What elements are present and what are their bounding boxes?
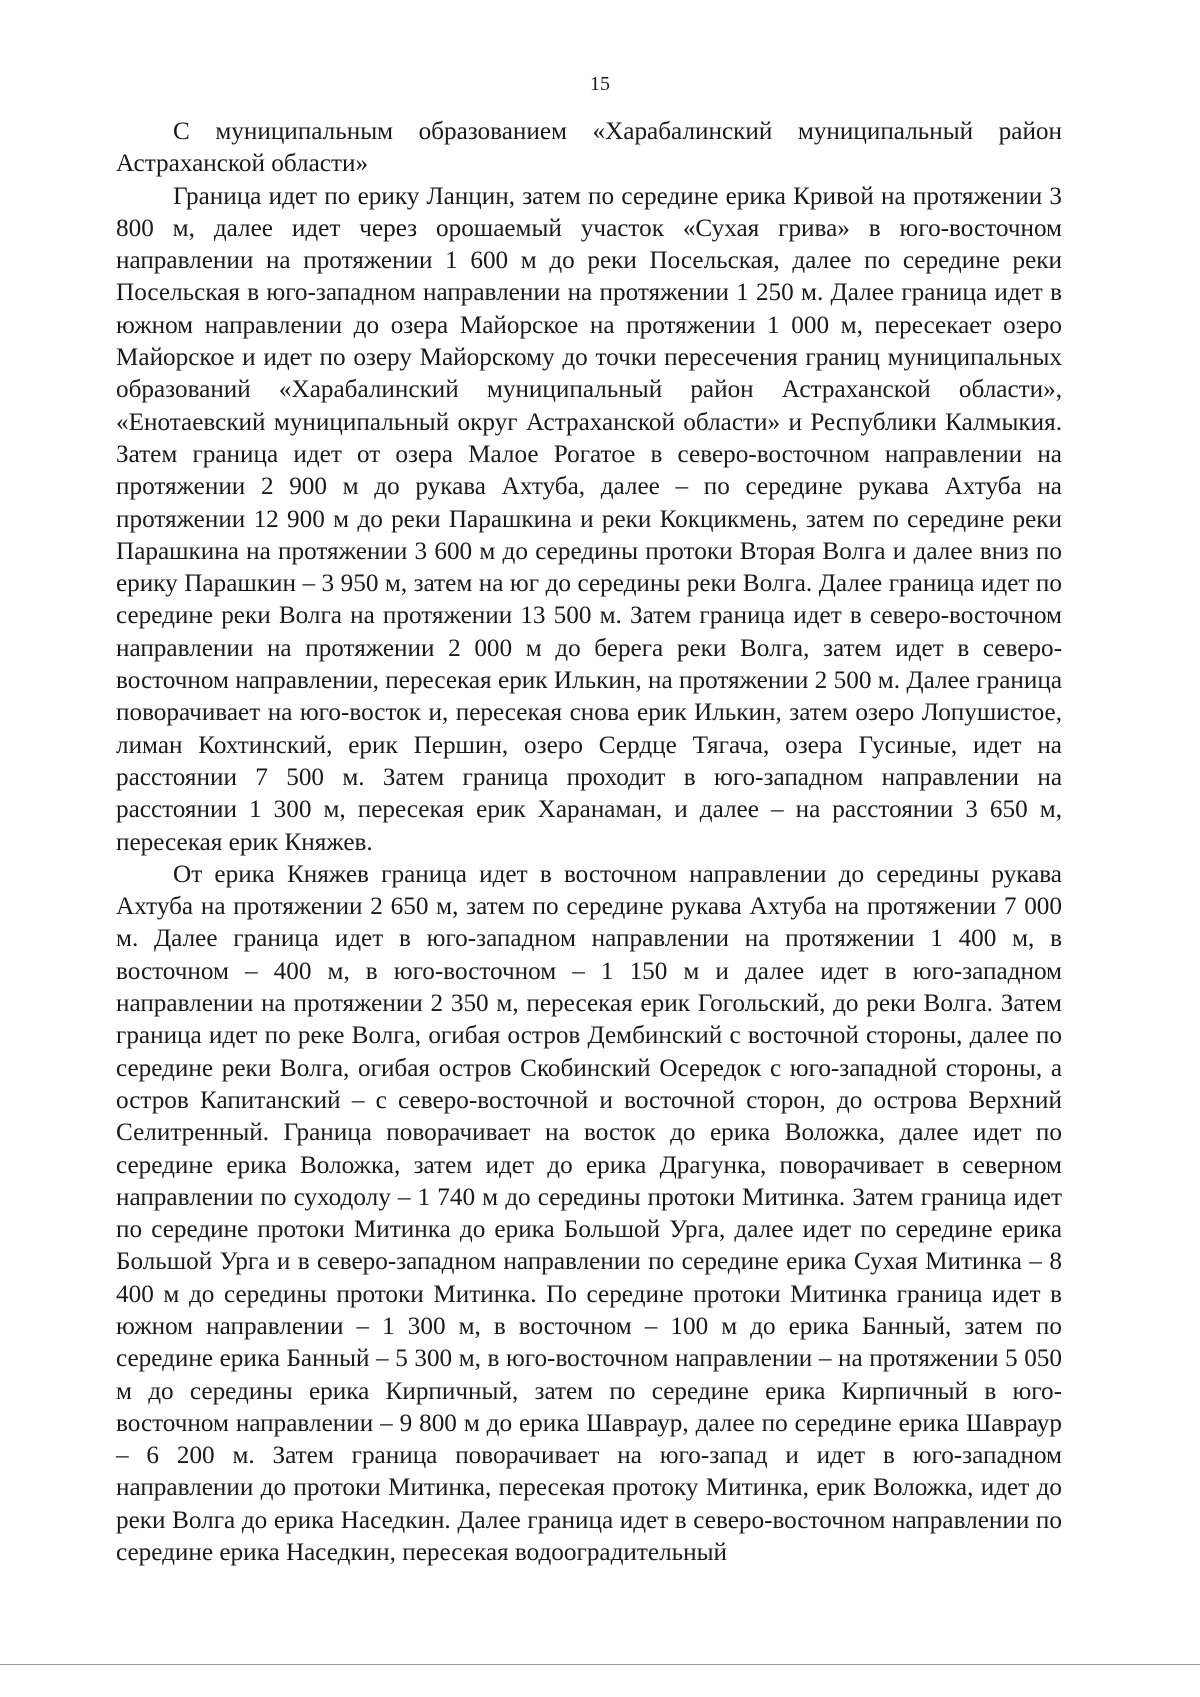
body-paragraph: От ерика Княжев граница идет в восточном направлении до середины рукава Ахтуба на протяжении 2 650 м, затем по середине рукава Ахтуба на протяжении 7 000 м. Далее граница идет в юго-западном направлении на протяжении 1 400 м, в восточном – 400 м, в юго-восточном – 1 150 м и далее идет в юго-западном направлении на протяжении 2 350 м, пересекая ерик Гогольский, до реки Волга. Затем граница идет по реке Волга, огибая остров Дембинский с восточной стороны, далее по середине реки Волга, огибая остров Скобинский Осередок с юго-западной стороны, а остров Капитанский – с северо-восточной и восточной сторон, до острова Верхний Селитренный. Граница поворачивает на восток до ерика Воложка, далее идет по середине ерика Воложка, затем идет до ерика Драгунка, поворачивает в северном направлении по суходолу – 1 740 м до середины протоки Митинка. Затем граница идет по середине протоки Митинка до ерика Большой Урга, далее идет по середине ерика Большой Урга и в северо-западном направлении по середине ерика Сухая Митинка – 8 400 м до середины протоки Митинка. По середине протоки Митинка граница идет в южном направлении – 1 300 м, в восточном – 100 м до ерика Банный, затем по середине ерика Банный – 5 300 м, в юго-восточном направлении – на протяжении 5 050 м до середины ерика Кирпичный, затем по середине ерика Кирпичный в юго-восточном направлении – 9 800 м до ерика Шавраур, далее по середине ерика Шавраур – 6 200 м. Затем граница поворачивает на юго-запад и идет в юго-западном направлении до протоки Митинка, пересекая протоку Митинка, ерик Воложка, идет до реки Волга до ерика Наседкин. Далее граница идет в северо-восточном направлении по середине ерика Наседкин, пересекая водооградительный <box>116 860 1062 1567</box>
body-paragraph: Граница идет по ерику Ланцин, затем по середине ерика Кривой на протяжении 3 800 м, далее идет через орошаемый участок «Сухая грива» в юго-восточном направлении на протяжении 1 600 м до реки Посельская, далее по середине реки Посельская в юго-западном направлении на протяжении 1 250 м. Далее граница идет в южном направлении до озера Майорское на протяжении 1 000 м, пересекает озеро Майорское и идет по озеру Майорскому до точки пересечения границ муниципальных образований «Харабалинский муниципальный район Астраханской области», «Енотаевский муниципальный округ Астраханской области» и Республики Калмыкия. Затем граница идет от озера Малое Рогатое в северо-восточном направлении на протяжении 2 900 м до рукава Ахтуба, далее – по середине рукава Ахтуба на протяжении 12 900 м до реки Парашкина и реки Кокцикмень, затем по середине реки Парашкина на протяжении 3 600 м до середины протоки Вторая Волга и далее вниз по ерику Парашкин – 3 950 м, затем на юг до середины реки Волга. Далее граница идет по середине реки Волга на протяжении 13 500 м. Затем граница идет в северо-восточном направлении на протяжении 2 000 м до берега реки Волга, затем идет в северо-восточном направлении, пересекая ерик Илькин, на протяжении 2 500 м. Далее граница поворачивает на юго-восток и, пересекая снова ерик Илькин, затем озеро Лопушистое, лиман Кохтинский, ерик Першин, озеро Сердце Тягача, озера Гусиные, идет на расстоянии 7 500 м. Затем граница проходит в юго-западном направлении на расстоянии 1 300 м, пересекая ерик Харанаман, и далее – на расстоянии 3 650 м, пересекая ерик Княжев. <box>116 182 1062 856</box>
page-number: 15 <box>590 73 610 95</box>
document-body <box>116 116 1062 1569</box>
section-heading-paragraph: С муниципальным образованием «Харабалинский муниципальный район Астраханской области» <box>116 118 1062 178</box>
page-bottom-rule <box>0 1664 1200 1665</box>
